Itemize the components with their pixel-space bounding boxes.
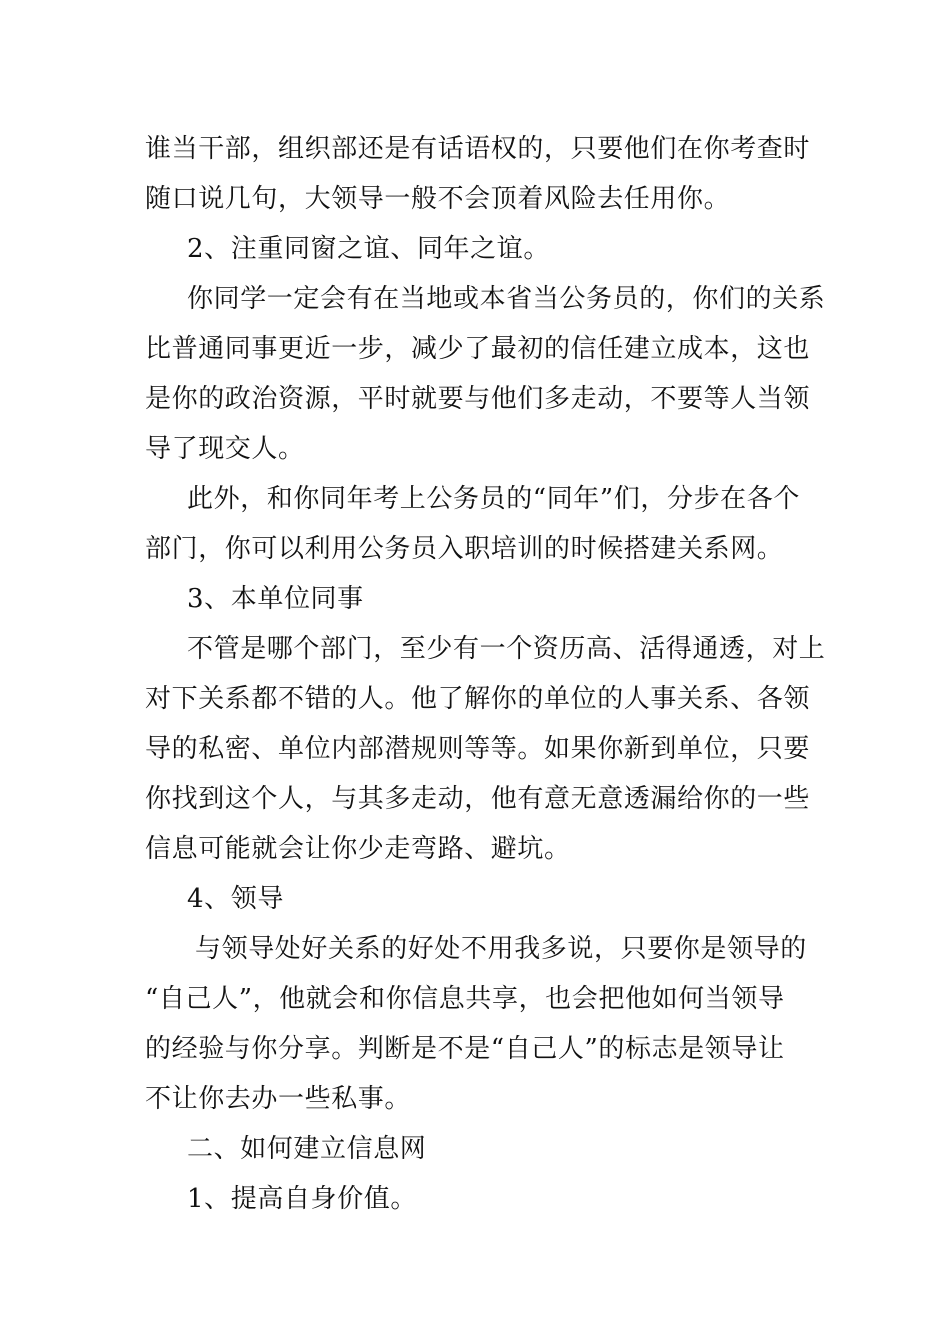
- paragraph-first-line: 与领导处好关系的好处不用我多说，只要你是领导的: [195, 934, 807, 964]
- body-text-line: 部门，你可以利用公务员入职培训的时候搭建关系网。: [145, 534, 784, 564]
- document-body: [145, 124, 826, 1224]
- section-heading: 2、注重同窗之谊、同年之谊。: [187, 234, 550, 264]
- section-heading: 二、如何建立信息网: [187, 1134, 427, 1164]
- paragraph-first-line: 你同学一定会有在当地或本省当公务员的，你们的关系: [187, 284, 826, 314]
- section-heading: 3、本单位同事: [187, 584, 364, 614]
- body-text-line: 是你的政治资源，平时就要与他们多走动，不要等人当领: [145, 384, 811, 414]
- body-text-line: 谁当干部，组织部还是有话语权的，只要他们在你考查时: [145, 134, 811, 164]
- body-text-line: 对下关系都不错的人。他了解你的单位的人事关系、各领: [145, 684, 811, 714]
- body-text-line: 的经验与你分享。判断是不是“自己人”的标志是领导让: [145, 1034, 785, 1064]
- body-text-line: 不让你去办一些私事。: [145, 1084, 412, 1114]
- body-text-line: 导了现交人。: [145, 434, 305, 464]
- body-text-line: 随口说几句，大领导一般不会顶着风险去任用你。: [145, 184, 731, 214]
- section-heading: 4、领导: [187, 884, 284, 914]
- body-text-line: 比普通同事更近一步，减少了最初的信任建立成本，这也: [145, 334, 811, 364]
- paragraph-first-line: 此外，和你同年考上公务员的“同年”们，分步在各个: [187, 484, 800, 514]
- body-text-line: 信息可能就会让你少走弯路、避坑。: [145, 834, 571, 864]
- paragraph-first-line: 不管是哪个部门，至少有一个资历高、活得通透，对上: [187, 634, 826, 664]
- body-text-line: 你找到这个人，与其多走动，他有意无意透漏给你的一些: [145, 784, 811, 814]
- section-heading: 1、提高自身价值。: [187, 1184, 417, 1214]
- body-text-line: “自己人”，他就会和你信息共享，也会把他如何当领导: [145, 984, 785, 1014]
- body-text-line: 导的私密、单位内部潜规则等等。如果你新到单位，只要: [145, 734, 811, 764]
